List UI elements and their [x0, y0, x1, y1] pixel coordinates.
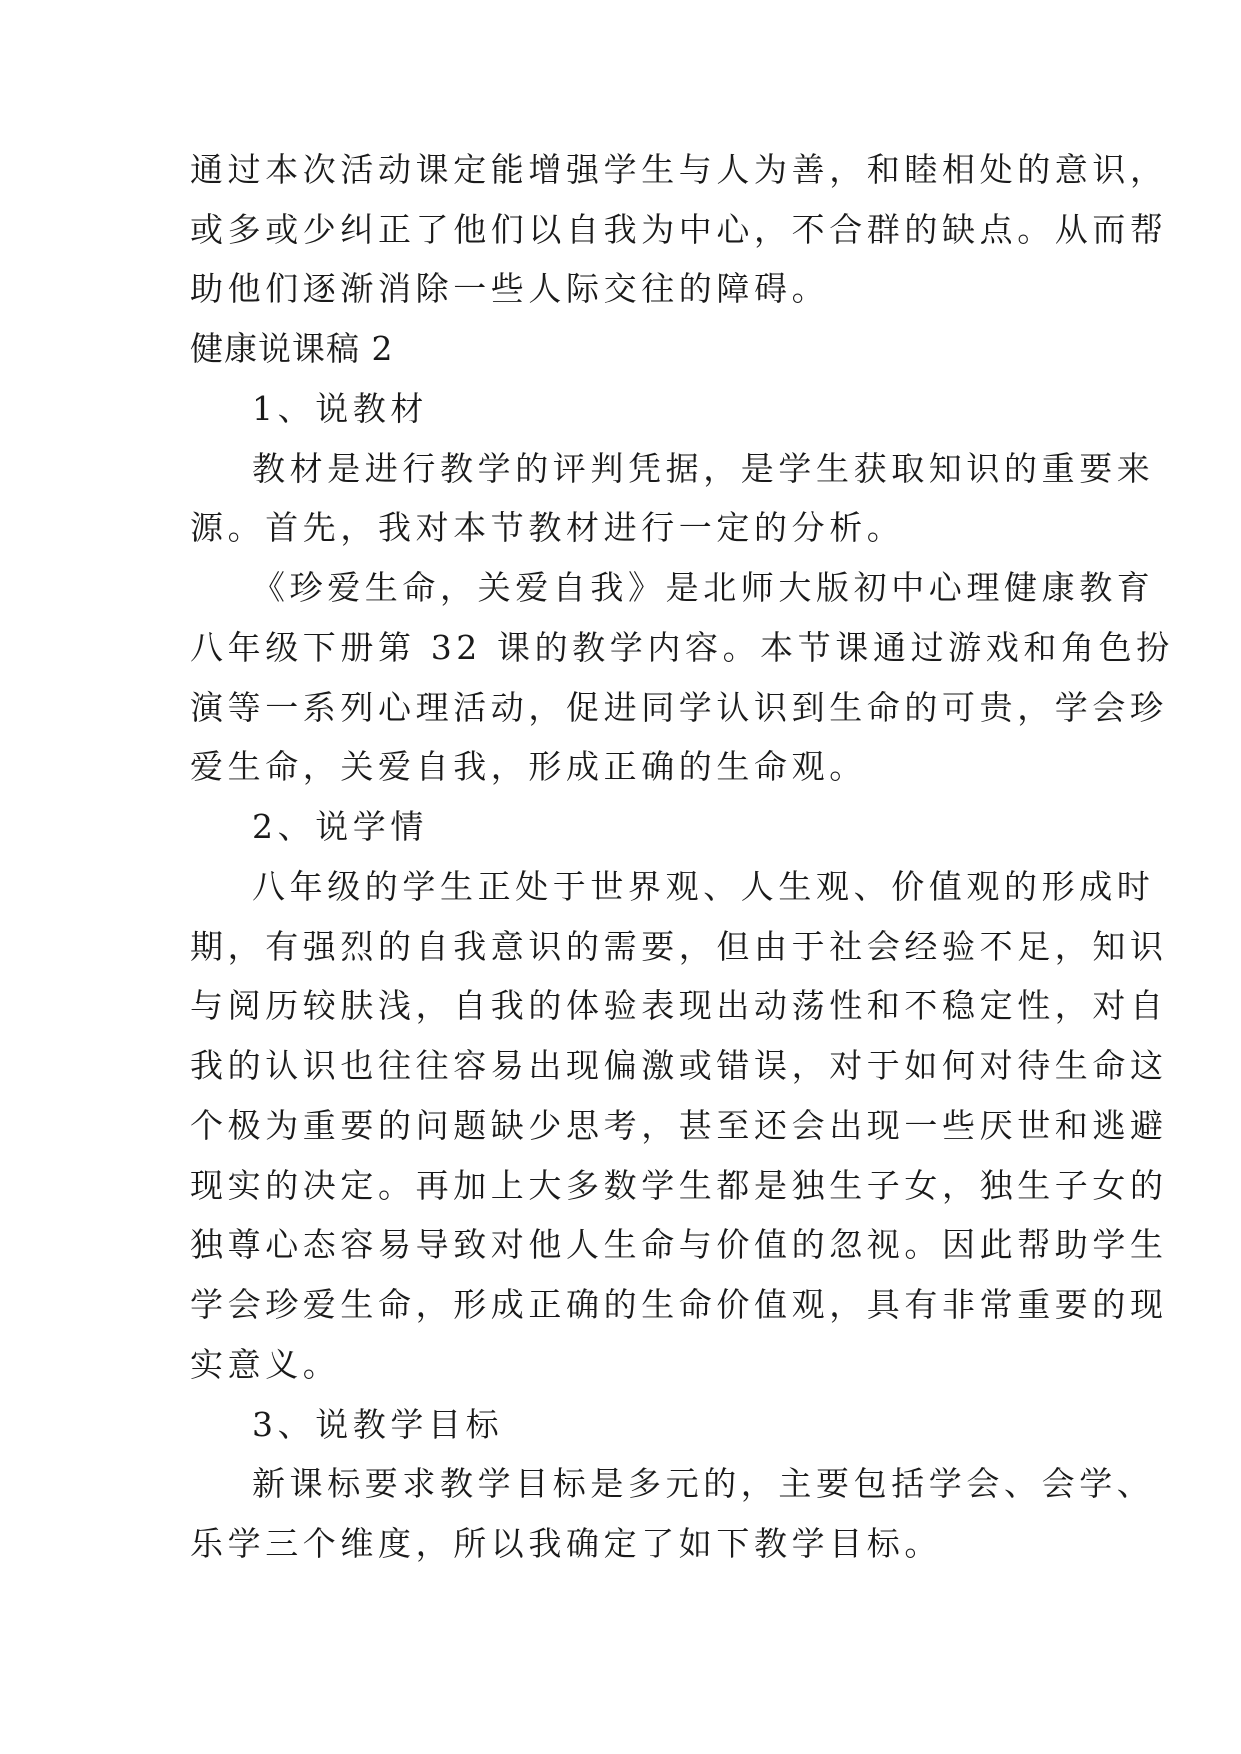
paragraph-line: 演等一系列心理活动，促进同学认识到生命的可贵，学会珍: [190, 688, 1168, 727]
paragraph-line: 现实的决定。再加上大多数学生都是独生子女，独生子女的: [190, 1166, 1168, 1205]
paragraph-line: 学会珍爱生命，形成正确的生命价值观，具有非常重要的现: [190, 1285, 1168, 1324]
paragraph-line: 乐学三个维度，所以我确定了如下教学目标。: [190, 1524, 942, 1563]
paragraph-line: 个极为重要的问题缺少思考，甚至还会出现一些厌世和逃避: [190, 1106, 1168, 1145]
section-heading: 1、说教材: [252, 389, 428, 428]
section-title: 健康说课稿 2: [190, 329, 394, 368]
section-heading: 2、说学情: [252, 807, 428, 846]
paragraph-line: 源。首先，我对本节教材进行一定的分析。: [190, 508, 905, 547]
paragraph-line: 八年级下册第 32 课的教学内容。本节课通过游戏和角色扮: [190, 628, 1174, 667]
paragraph-line: 通过本次活动课定能增强学生与人为善，和睦相处的意识，: [190, 150, 1168, 189]
section-heading: 3、说教学目标: [252, 1405, 504, 1444]
paragraph-line: 爱生命，关爱自我，形成正确的生命观。: [190, 747, 867, 786]
paragraph-line: 八年级的学生正处于世界观、人生观、价值观的形成时: [252, 867, 1155, 906]
paragraph-line: 我的认识也往往容易出现偏激或错误，对于如何对待生命这: [190, 1046, 1168, 1085]
paragraph-line: 或多或少纠正了他们以自我为中心，不合群的缺点。从而帮: [190, 210, 1168, 249]
paragraph-line: 《珍爱生命，关爱自我》是北师大版初中心理健康教育: [252, 568, 1155, 607]
paragraph-line: 助他们逐渐消除一些人际交往的障碍。: [190, 269, 830, 308]
paragraph-line: 独尊心态容易导致对他人生命与价值的忽视。因此帮助学生: [190, 1225, 1168, 1264]
paragraph-line: 期，有强烈的自我意识的需要，但由于社会经验不足，知识: [190, 927, 1168, 966]
paragraph-line: 新课标要求教学目标是多元的，主要包括学会、会学、: [252, 1464, 1155, 1503]
paragraph-line: 教材是进行教学的评判凭据，是学生获取知识的重要来: [252, 449, 1155, 488]
paragraph-line: 与阅历较肤浅，自我的体验表现出动荡性和不稳定性，对自: [190, 986, 1168, 1025]
paragraph-line: 实意义。: [190, 1345, 341, 1384]
